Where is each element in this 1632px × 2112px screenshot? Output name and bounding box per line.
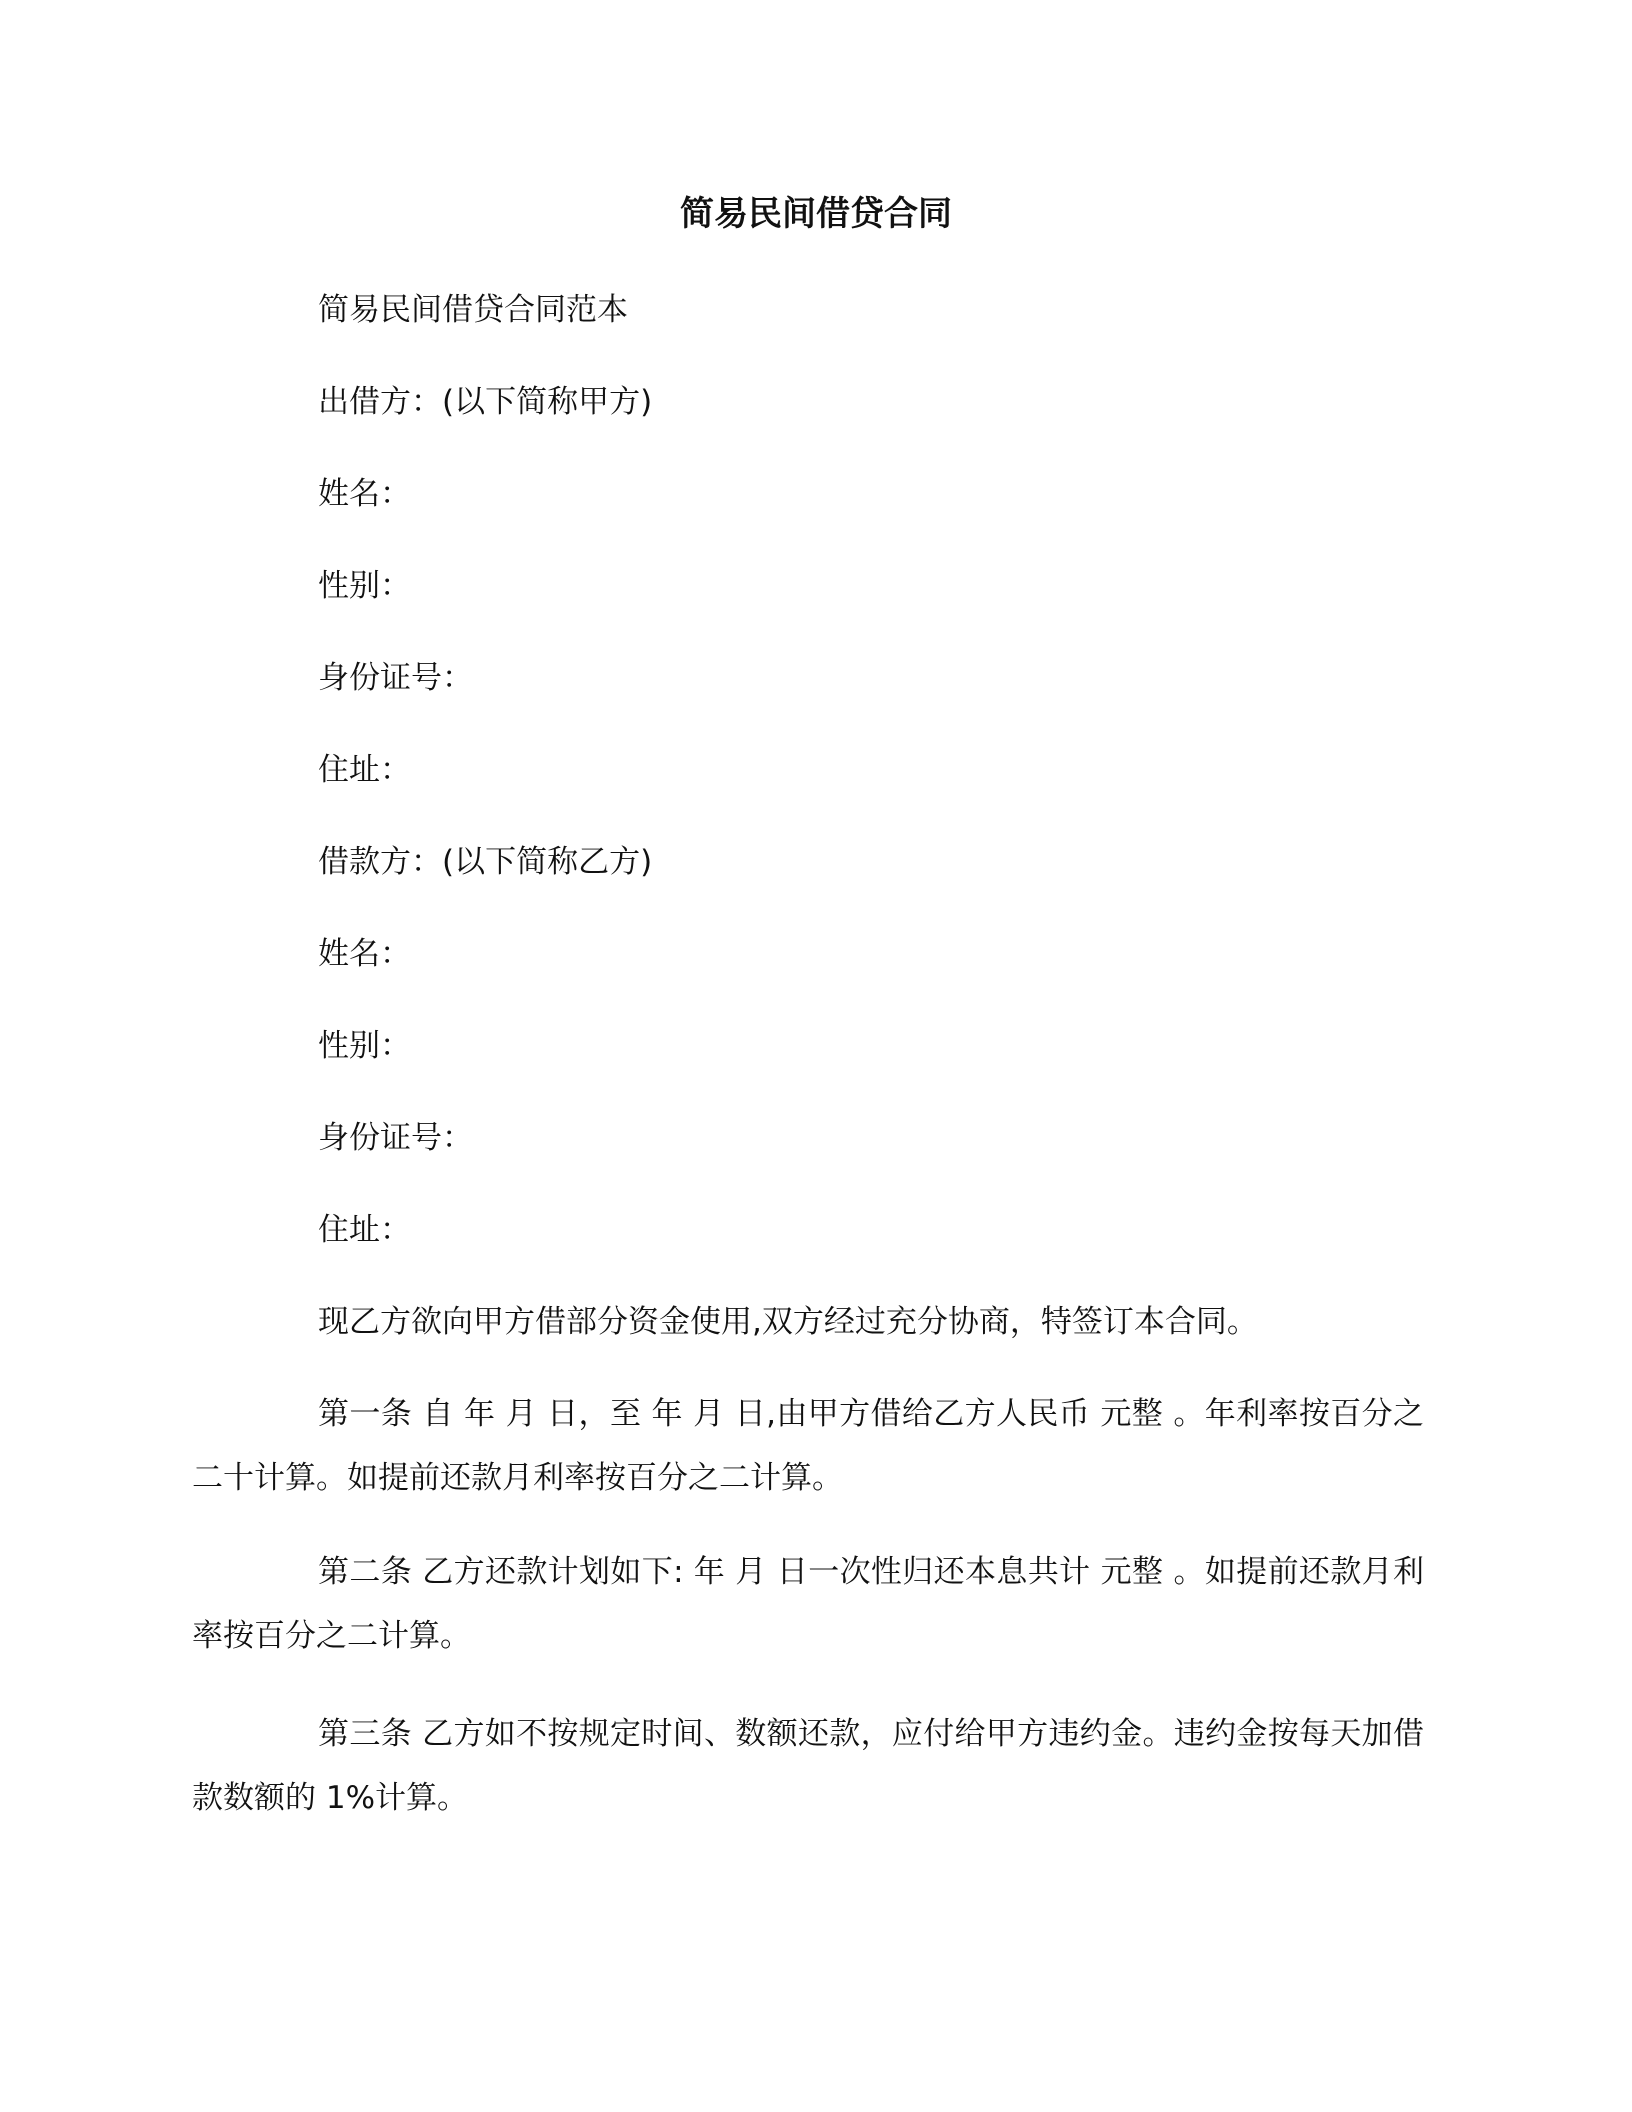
borrower-gender-label: 性别：: [318, 1028, 411, 1064]
borrower-name-label: 姓名：: [318, 936, 411, 972]
lender-gender-label: 性别：: [318, 568, 411, 604]
borrower-heading: 借款方：(以下简称乙方): [318, 844, 653, 880]
article-3: 第三条 乙方如不按规定时间、数额还款，应付给甲方违约金。违约金按每天加借款数额的 1%计算。: [192, 1716, 1424, 1816]
article-2: 第二条 乙方还款计划如下: 年 月 日一次性归还本息共计 元整 。如提前还款月利率按百分之二计算。: [192, 1554, 1424, 1654]
lender-address-label: 住址：: [318, 752, 411, 788]
lender-heading: 出借方：(以下简称甲方): [318, 384, 653, 420]
article-1: 第一条 自 年 月 日，至 年 月 日,由甲方借给乙方人民币 元整 。年利率按百分之二十计算。如提前还款月利率按百分之二计算。: [192, 1396, 1424, 1496]
lender-name-label: 姓名：: [318, 476, 411, 512]
document-title: 简易民间借贷合同: [680, 194, 952, 234]
document-subtitle: 简易民间借贷合同范本: [318, 292, 628, 328]
borrower-address-label: 住址：: [318, 1212, 411, 1248]
lender-id-label: 身份证号：: [318, 660, 473, 696]
intro-paragraph: 现乙方欲向甲方借部分资金使用,双方经过充分协商，特签订本合同。: [318, 1304, 1258, 1340]
borrower-id-label: 身份证号：: [318, 1120, 473, 1156]
